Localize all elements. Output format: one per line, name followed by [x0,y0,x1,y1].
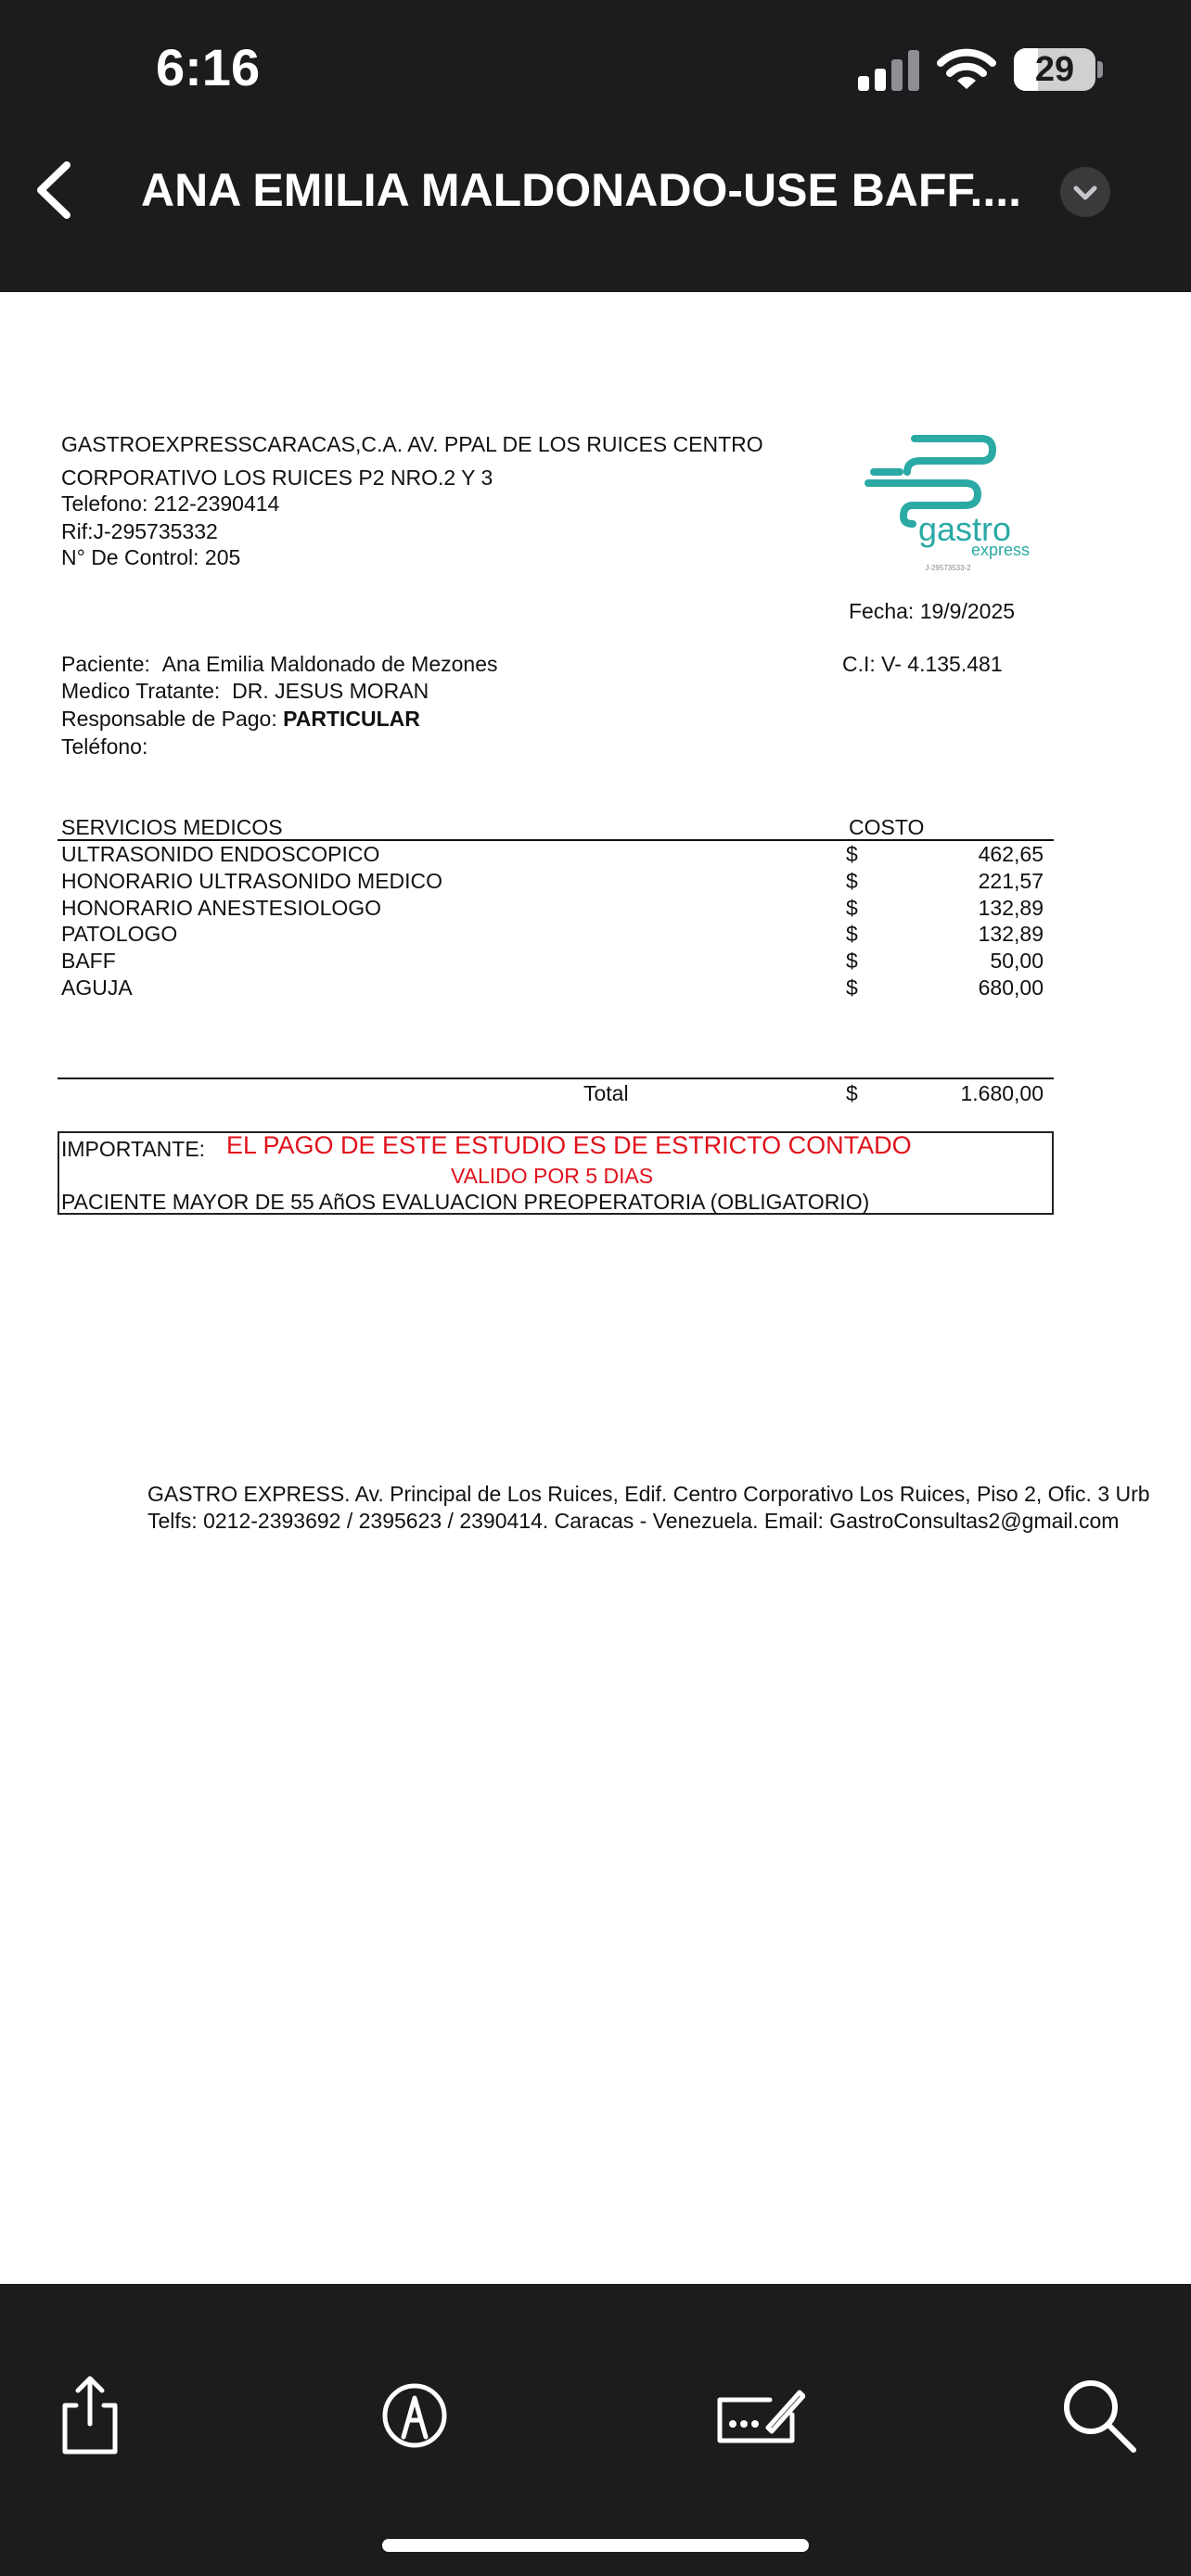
markup-icon [385,2386,444,2445]
preoperative-note: PACIENTE MAYOR DE 55 AñOS EVALUACION PREOPERATORIA (OBLIGATORIO) [61,1190,870,1214]
wifi-icon [937,48,996,91]
service-currency: $ [846,949,858,974]
company-phone: Telefono: 212-2390414 [61,491,280,516]
company-address-line1: GASTROEXPRESSCARACAS,C.A. AV. PPAL DE LOS RUICES CENTRO [61,432,763,456]
doctor-name: DR. JESUS MORAN [232,679,429,703]
battery-tip [1097,61,1103,78]
service-currency: $ [846,922,858,947]
cellular-signal-icon [858,48,919,91]
service-name: PATOLOGO [61,922,178,947]
chevron-down-icon [1076,188,1095,198]
control-number: N° De Control: 205 [61,545,241,569]
doctor-row [61,678,429,705]
title-menu-button[interactable] [1060,167,1110,217]
signature-icon [720,2392,803,2441]
total-divider [58,1078,1054,1079]
logo-wordmark: gastro [917,510,1012,548]
validity-notice: VALIDO POR 5 DIAS [451,1164,654,1188]
status-time: 6:16 [156,38,261,96]
footer-address: GASTRO EXPRESS. Av. Principal de Los Ruices, Edif. Centro Corporativo Los Ruices, Piso 2, Ofic. 3 Urb [147,1482,1150,1506]
payer-label: Responsable de Pago: [61,707,277,731]
logo-rif: J-29573533-2 [925,564,971,570]
signature-button[interactable] [712,2374,805,2457]
services-header: SERVICIOS MEDICOS [61,815,283,839]
service-currency: $ [846,895,858,920]
payer-row [61,706,420,733]
battery-percentage: 29 [1034,50,1075,89]
document-title[interactable]: ANA EMILIA MALDONADO-USE BAFF.... [141,164,1022,216]
payment-warning: EL PAGO DE ESTE ESTUDIO ES DE ESTRICTO CONTADO [226,1131,912,1159]
patient-phone-label: Teléfono: [61,734,148,759]
service-name: BAFF [61,949,116,974]
battery-icon [1014,48,1095,91]
logo-subtitle: express [970,541,1030,559]
service-currency: $ [846,868,858,893]
company-address-line2: CORPORATIVO LOS RUICES P2 NRO.2 Y 3 [61,465,493,490]
important-label: IMPORTANTE: [61,1137,206,1161]
share-icon [65,2378,115,2452]
service-currency: $ [846,976,858,1000]
home-indicator[interactable] [382,2539,809,2552]
footer-contact: Telfs: 0212-2393692 / 2395623 / 2390414. Caracas - Venezuela. Email: GastroConsultas2@gmail.com [147,1509,1120,1533]
cost-header: COSTO [849,815,925,839]
patient-row [61,651,498,678]
patient-ci: C.I: V- 4.135.481 [842,652,1003,676]
service-name: HONORARIO ULTRASONIDO MEDICO [61,868,443,893]
document-page[interactable] [0,292,1191,2284]
service-amount: 132,89 [978,895,1044,920]
service-amount: 221,57 [978,868,1044,893]
chevron-left-icon [41,165,67,215]
service-amount: 680,00 [978,976,1044,1000]
total-label: Total [583,1081,629,1105]
service-currency: $ [846,842,858,866]
service-amount: 132,89 [978,922,1044,947]
patient-label: Paciente: [61,652,150,676]
search-icon [1067,2383,1133,2450]
payer-value: PARTICULAR [283,707,420,731]
service-amount: 462,65 [978,842,1044,866]
total-currency: $ [846,1081,858,1105]
service-name: ULTRASONIDO ENDOSCOPICO [61,842,380,866]
back-button[interactable] [28,158,83,223]
service-amount: 50,00 [990,949,1044,974]
markup-button[interactable] [373,2374,456,2457]
share-button[interactable] [48,2374,132,2457]
doctor-label: Medico Tratante: [61,679,221,703]
company-rif: Rif:J-295735332 [61,519,218,543]
total-amount: 1.680,00 [960,1081,1044,1105]
invoice-date: Fecha: 19/9/2025 [849,599,1016,623]
patient-name: Ana Emilia Maldonado de Mezones [161,652,498,676]
gastro-express-logo [863,431,1039,570]
service-name: HONORARIO ANESTESIOLOGO [61,895,382,920]
service-name: AGUJA [61,976,133,1000]
search-button[interactable] [1057,2374,1141,2457]
